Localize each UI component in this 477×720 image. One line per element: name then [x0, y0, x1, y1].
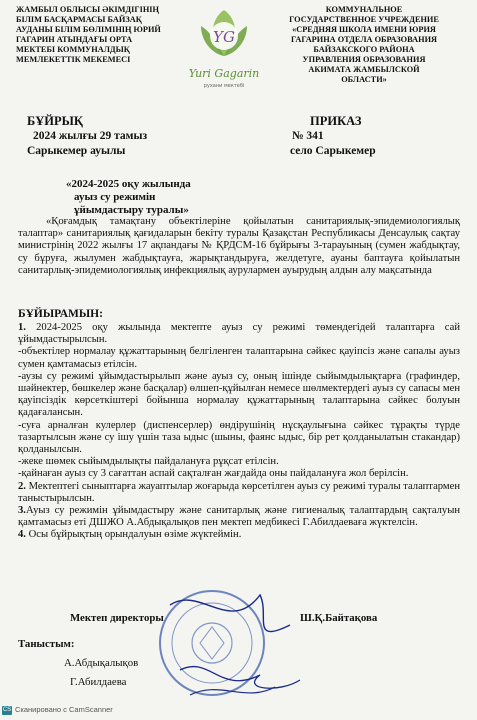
directive-heading: БҰЙЫРАМЫН:	[18, 308, 103, 320]
header-kz	[16, 5, 166, 65]
header-ru-line: КОММУНАЛЬНОЕ	[325, 5, 403, 14]
header-kz-line: МЕКТЕБІ КОММУНАЛДЫҚ	[16, 45, 130, 54]
item-number: 1.	[18, 322, 26, 333]
directive-item	[18, 322, 460, 346]
header-ru-line: УПРАВЛЕНИЯ ОБРАЗОВАНИЯ	[302, 55, 426, 64]
preamble: «Қоғамдық тамақтану объектілеріне қойылатын санитариялық-эпидемиологиялық талаптар» санитариялық қағидаларын бекіту туралы Қазақстан Республикасы Денсаулық сақтау министрінің 2022 жылғы 17 ақпандағы № ҚРДСМ-16 бұйрығы 3-тарауының (сумен жабдықтау, су бұруға, жылумен жабдықтауға, жарықтандыруға, желдетуге, ауаны баптауға қойылатын санитарлық-эпидемиологиялық инфекциялық аурулармен ауырудың алдын алу мақсатында	[18, 216, 460, 276]
directive-item	[18, 456, 460, 468]
director-role: Мектеп директоры	[70, 612, 164, 624]
logo-text: Yuri Gagarin	[188, 67, 260, 80]
item-text: -жеке шөмек сыйымдылықты пайдалануға рұқсат етілсін.	[18, 456, 279, 468]
director-name: Ш.Қ.Байтақова	[300, 612, 378, 624]
item-number: 3.	[18, 505, 26, 517]
header-ru-line: ОБЛАСТИ»	[341, 75, 387, 84]
header-kz-line: АУДАНЫ БІЛІМ БӨЛІМІНІҢ ЮРИЙ	[16, 25, 161, 34]
header-ru-line: ГОСУДАРСТВЕННОЕ УЧРЕЖДЕНИЕ	[289, 15, 439, 24]
header-ru-line: «СРЕДНЯЯ ШКОЛА ИМЕНИ ЮРИЯ	[292, 25, 436, 34]
directive-item	[18, 346, 460, 370]
order-ru-title: ПРИКАЗ	[310, 114, 362, 128]
header-kz-line: ГАГАРИН АТЫНДАҒЫ ОРТА	[16, 35, 133, 44]
order-ru-place: село Сарыкемер	[290, 145, 376, 157]
item-number: 4.	[18, 529, 26, 541]
item-text: -объектілер нормалау құжаттарының белгіленген талаптарына сәйкес қауіпсіз және сапалы ауыз сумен қамтамасыз етілсін.	[18, 346, 460, 370]
header-ru-line: АКИМАТА ЖАМБЫЛСКОЙ	[308, 65, 420, 74]
directive-item	[18, 505, 460, 529]
item-text: -қайнаған ауыз су 3 сағаттан аспай сақталған жағдайда оны пайдалануға жол берілсін.	[18, 468, 409, 480]
header-kz-line: БІЛІМ БАСҚАРМАСЫ БАЙЗАҚ	[16, 15, 142, 24]
directive-item	[18, 371, 460, 420]
subject-line: «2024-2025 оқу жылында	[66, 178, 191, 190]
header-kz-line: ЖАМБЫЛ ОБЛЫСЫ ӘКІМДІГІНІҢ	[16, 5, 159, 14]
header-kz-line: МЕМЛЕКЕТТІК МЕКЕМЕСІ	[16, 55, 131, 64]
official-stamp	[150, 575, 360, 705]
order-kz-place: Сарыкемер ауылы	[27, 145, 126, 157]
order-subject	[66, 178, 191, 217]
order-kz-title: БҰЙРЫҚ	[27, 114, 83, 128]
acquainted-name: А.Абдықалықов	[64, 657, 139, 669]
subject-line: ауыз су режимін	[74, 191, 156, 203]
order-ru-number: № 341	[292, 130, 324, 142]
header-ru-line: ГАГАРИНА ОТДЕЛА ОБРАЗОВАНИЯ	[290, 35, 438, 44]
order-ru	[290, 115, 376, 158]
item-text: Ауыз су режимін ұйымдастыру және санитарлық және гигиеналық талаптардың сақталуын қамтамасыз еті ДШЖО А.Абдықалықов пен мектеп медбикесі Г.Абилдаеваға жүктелсін.	[18, 505, 460, 529]
item-text: 2024-2025 оқу жылында мектепте ауыз су режимі төмендегідей талаптарға сай ұйымдастырылсын.	[18, 322, 460, 346]
item-text: Мектептегі сыныптарға жауаптылар жоғарыда көрсетілген ауыз су режимі туралы талаптармен таныстырылсын.	[18, 480, 460, 504]
order-kz-date: 2024 жылғы 29 тамыз	[33, 130, 148, 142]
logo-subtitle: рухани мектебі	[203, 83, 245, 89]
directive-item	[18, 420, 460, 457]
acquainted-label: Таныстым:	[18, 638, 75, 650]
directive-item	[18, 468, 460, 480]
directive-items	[18, 322, 460, 542]
directive-item	[18, 481, 460, 505]
scanner-footer	[2, 705, 113, 715]
item-text: Осы бұйрықтың орындалуын өзіме жүктеймін.	[28, 529, 242, 541]
directive-item	[18, 529, 460, 541]
logo-initials: YG	[213, 28, 235, 46]
header-ru	[266, 5, 462, 85]
header-ru-line: БАЙЗАКСКОГО РАЙОНА	[313, 45, 415, 54]
item-text: -суға арналған кулерлер (диспенсерлер) өндірушінің нұсқаулығына сәйкес тұрақты түрде тазартылсын және су ішу үшін таза ыдыс (шыны, фаянс ыдыс, бір рет қолданылатын стакандар) қолданылсын.	[18, 419, 460, 456]
camscanner-icon: CS	[2, 706, 12, 713]
subject-line: ұйымдастыру туралы»	[74, 204, 189, 216]
item-text: -аузы су режимі ұйымдастырылып және ауыз су, оның ішінде сыйымдылықтарға (графиндер, шәйнектер, бөшкелер және басқалар) өлшеп-құйылған немесе шөлмектердегі ауыз су сапасы мен қауіпсіздік көрсеткіштері бойынша нормалау құжаттарының талаптарына сәйкес болуын қадағалансын.	[18, 370, 460, 419]
acquainted-name: Г.Абилдаева	[70, 676, 127, 688]
item-number: 2.	[18, 480, 26, 492]
scanner-text: Сканировано с CamScanner	[15, 705, 113, 714]
order-kz	[27, 115, 147, 158]
school-logo	[181, 6, 267, 102]
